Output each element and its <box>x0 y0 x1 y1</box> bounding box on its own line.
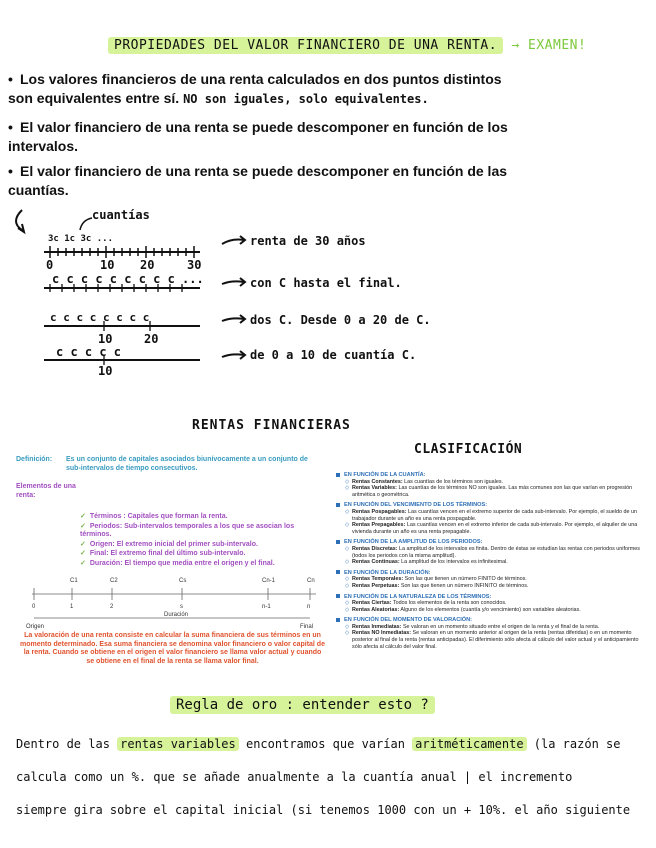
axis-tick-10: 10 <box>100 258 115 272</box>
definicion-text: Es un conjunto de capitales asociados biunívocamente a un conjunto de sub-intervalos de tiempo consecutivos. <box>66 456 308 472</box>
bullet-intervalos: • El valor financiero de una renta se puede descomponer en función de los intervalos. <box>8 119 508 154</box>
clasificacion-heading: CLASIFICACIÓN <box>414 442 523 457</box>
axis-tick-0: 0 <box>46 258 54 272</box>
row4-note: de 0 a 10 de cuantía C. <box>250 348 417 362</box>
point-n-1: n-1 <box>262 604 271 610</box>
final-label: Final <box>300 624 314 630</box>
row3-tick-10: 10 <box>98 332 113 346</box>
capital-cs: Cs <box>179 578 187 584</box>
list-item: ✓ Términos : Capitales que forman la renta. <box>80 513 228 520</box>
bullet-equivalentes: • Los valores financieros de una renta calculados en dos puntos distintos son equivalentes entre sí. NO son iguales, solo equivalentes. <box>8 71 502 106</box>
capital-c1: C1 <box>70 578 78 584</box>
clasificacion-list <box>336 468 641 650</box>
regla-line-2: calcula como un %. que se añade anualmente a la cuantía anual | el incremento <box>16 770 573 784</box>
title-text: PROPIEDADES DEL VALOR FINANCIERO DE UNA RENTA. <box>108 37 503 54</box>
duracion-label: Duración <box>164 612 189 618</box>
point-2: 2 <box>110 604 114 610</box>
title-arrow: → <box>511 38 520 53</box>
elementos-list <box>80 513 325 569</box>
regla-line-3: siempre gira sobre el capital inicial (si tenemos 1000 con un + 10%. el año siguiente <box>16 803 631 817</box>
definicion <box>16 456 321 473</box>
exam-note: EXAMEN! <box>528 38 587 53</box>
row4-tick: 10 <box>98 364 113 378</box>
clasif-section: EN FUNCIÓN DE LA DURACIÓN: ◇ Rentas Temporales: Son las que tienen un número FINITO de términos. ◇ Rentas Perpetuas: Son las que tienen un número INFINITO de términos. <box>336 570 641 590</box>
row1-note: renta de 30 años <box>250 234 366 248</box>
clasif-section: EN FUNCIÓN DEL VENCIMIENTO DE LOS TÉRMINOS: ◇ Rentas Pospagables: Las cuantías vencen en el extremo superior de cada sub-intervalo. Por ejemplo, el sueldo de un trabajador durante un año es una renta pospagable. ◇ Rentas Prepagables: Las cuantías vencen en el extremo inferior de cada sub-intervalo. Por ejemplo, el alquiler de una vivienda durante un año es una renta prepagable. <box>336 502 641 535</box>
axis-tick-30: 30 <box>187 258 202 272</box>
definicion-key: Definición: <box>16 456 53 463</box>
bullet-text: El valor financiero de una renta se puede descomponer en función de los intervalos. <box>8 119 508 154</box>
axis-tick-20: 20 <box>140 258 155 272</box>
clasif-section: EN FUNCIÓN DE LA CUANTÍA: ◇ Rentas Constantes: Las cuantías de los términos son iguales. ◇ Rentas Variables: Las cuantías de los términos NO son iguales. Las más comunes son las que varían en progresión aritmética o geométrica. <box>336 472 641 498</box>
row4-marks: c c c c c <box>56 345 122 359</box>
regla-line-1: Dentro de las rentas variables encontramos que varían aritméticamente (la razón se <box>16 737 621 751</box>
list-item: ✓ Periodos: Sub-intervalos temporales a los que se asocian los términos. <box>80 522 295 538</box>
row2-marks: c c c c c c c c c ... <box>52 272 204 286</box>
top-marks: 3c 1c 3c ... <box>48 234 114 244</box>
renta-timeline <box>24 574 324 636</box>
page-title <box>108 38 586 53</box>
point-n: n <box>307 604 311 610</box>
rentas-heading: RENTAS FINANCIERAS <box>192 418 351 433</box>
row3-note: dos C. Desde 0 a 20 de C. <box>250 313 431 327</box>
clasif-section: EN FUNCIÓN DE LA NATURALEZA DE LOS TÉRMINOS: ◇ Rentas Ciertas: Todos los elementos de la renta son conocidos. ◇ Rentas Aleatorias: Alguno de los elementos (cuantía y/o vencimiento) son variables aleatorias. <box>336 594 641 614</box>
bullet-text: Los valores financieros de una renta calculados en dos puntos distintos son equivalentes entre sí. <box>8 71 502 106</box>
regla-heading: Regla de oro : entender esto ? <box>170 697 435 713</box>
list-item: ✓ Final: El extremo final del último sub-intervalo. <box>80 550 246 557</box>
bullet-text: El valor financiero de una renta se puede descomponer en función de las cuantías. <box>8 163 508 198</box>
clasif-section: EN FUNCIÓN DEL MOMENTO DE VALORACIÓN: ◇ Rentas Inmediatas: Se valoran en un momento situado entre el origen de la renta y el final de la renta. ◇ Rentas NO Inmediatas: Se valoran en un momento anterior al origen de la renta (rentas diferidas) o en un momento posterior al final de la renta (rentas anticipadas). El diferimiento sólo afecta al cálculo del valor actual y el anticipamiento sólo afecta al cálculo del valor final. <box>336 617 641 650</box>
capital-c2: C2 <box>110 578 118 584</box>
point-s: s <box>180 604 183 610</box>
valoracion-text: La valoración de una renta consiste en calcular la suma financiera de sus términos en un momento determinado. Esa suma financiera se denomina valor financiero o valor capital de la renta. Cuando se obtiene en el origen el valor financiero se llama valor actual y cuando se obtiene en el final de la renta se llama valor final. <box>20 632 325 665</box>
highlight-aritmeticamente: aritméticamente <box>412 737 526 751</box>
list-item: ✓ Duración: El tiempo que media entre el origen y el final. <box>80 559 275 567</box>
capital-cn-1: Cn-1 <box>262 578 276 584</box>
elementos-key: Elementos de una renta: <box>16 483 76 499</box>
row3-marks: c c c c c c c c <box>50 311 150 324</box>
highlight-rentas-variables: rentas variables <box>117 737 239 751</box>
clasif-section: EN FUNCIÓN DE LA AMPLITUD DE LOS PERIODOS: ◇ Rentas Discretas: La amplitud de los intervalos es finita. Dentro de éstas se estudian las rentas con periodos uniformes (todos los periodos con la misma amplitud). ◇ Rentas Continuas: La amplitud de los intervalos es infinitesimal. <box>336 539 641 565</box>
point-1: 1 <box>70 604 74 610</box>
row3-tick-20: 20 <box>144 332 159 346</box>
list-item: ✓ Origen: El extremo inicial del primer sub-intervalo. <box>80 540 258 548</box>
bullet-cuantias: • El valor financiero de una renta se puede descomponer en función de las cuantías. <box>8 163 508 198</box>
origen-label: Origen <box>26 624 45 630</box>
cuantias-label: cuantías <box>92 208 150 222</box>
point-0: 0 <box>32 604 36 610</box>
bullet-note: NO son iguales, solo equivalentes. <box>183 92 429 106</box>
capital-cn: Cn <box>307 578 315 584</box>
row2-note: con C hasta el final. <box>250 276 402 290</box>
